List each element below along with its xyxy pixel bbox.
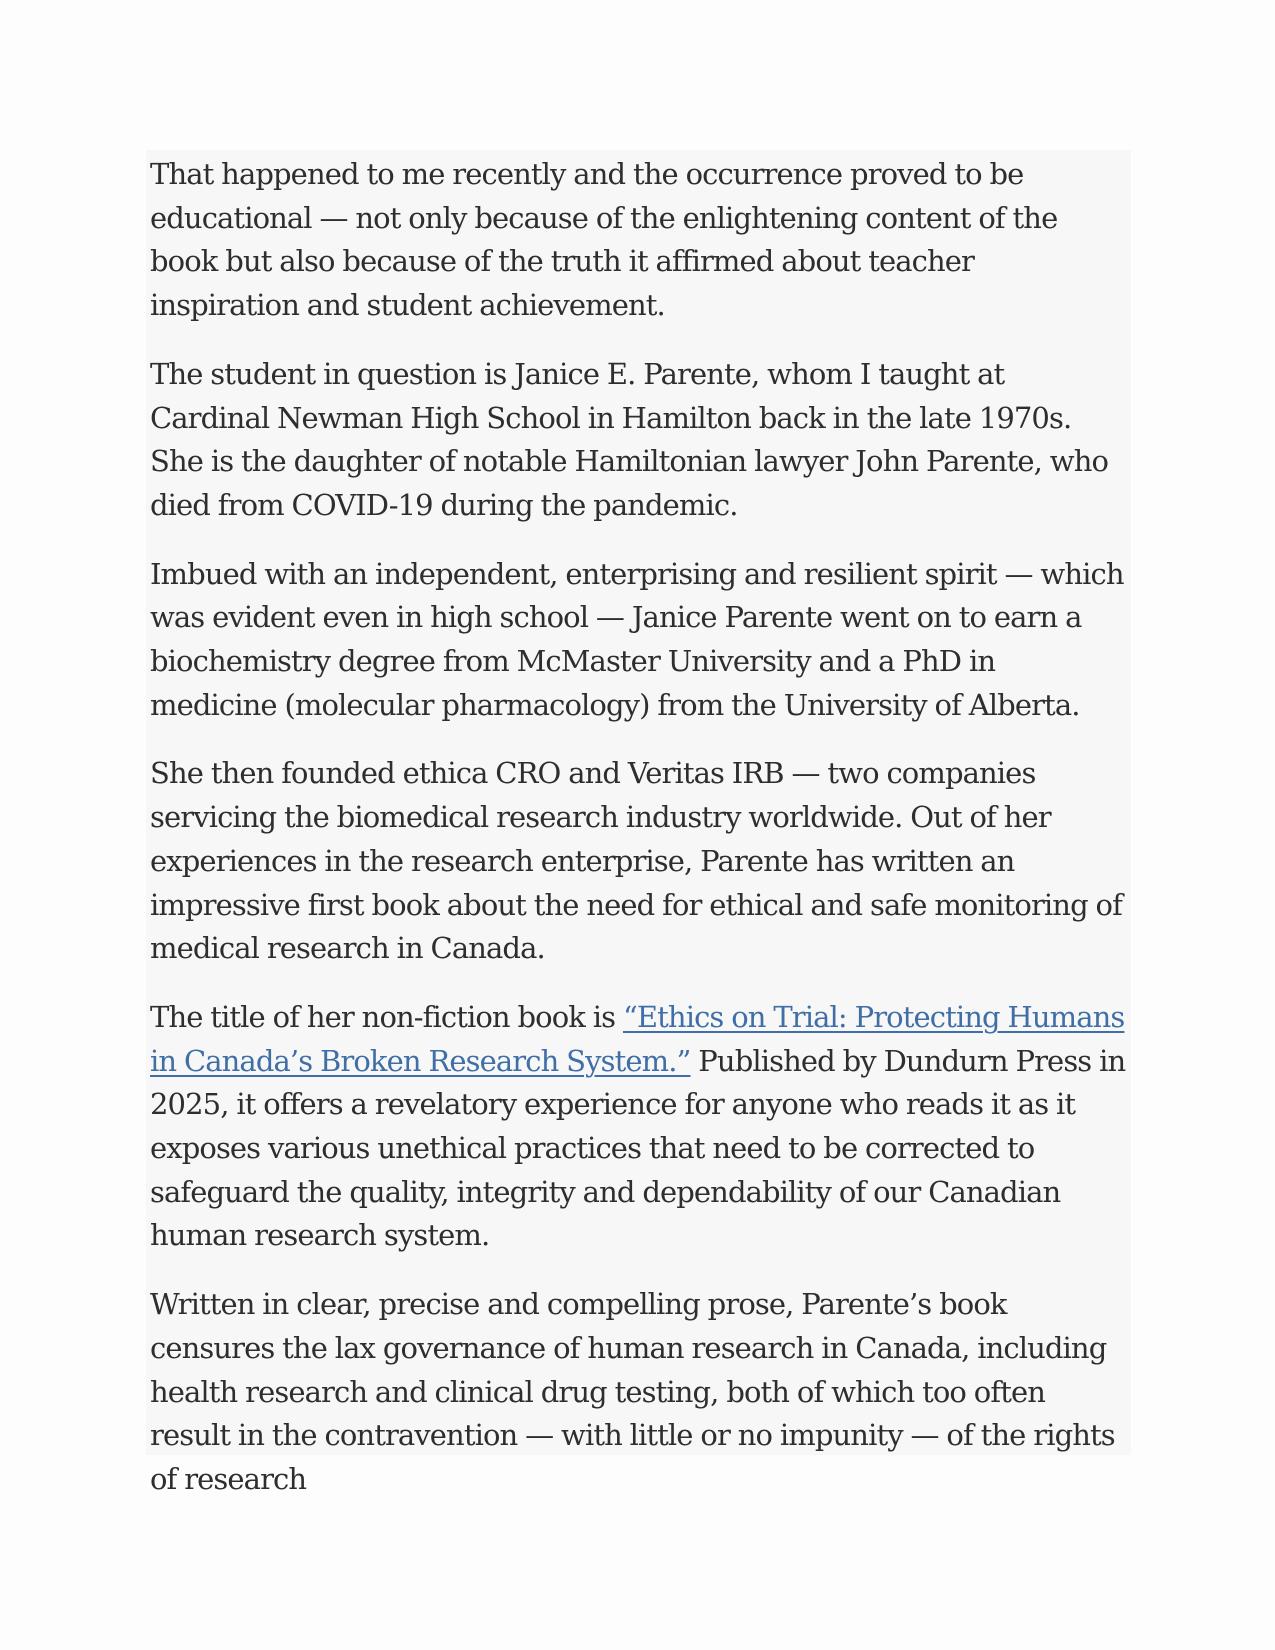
paragraph-teacher-inspiration: That happened to me recently and the occurrence proved to be educational — not only because of the enlightening content of the book but also because of the truth it affirmed about teacher inspiration and student achievement. <box>150 157 1058 323</box>
book-title-intro-text: The title of her non-fiction book is <box>150 999 623 1034</box>
article-body <box>146 150 1131 1496</box>
paragraph-book-review: Written in clear, precise and compelling prose, Parente’s book censures the lax governance of human research in Canada, including health research and clinical drug testing, both of which too often result in the contravention — with little or no impunity — of the rights of research <box>150 1287 1115 1496</box>
book-title-link[interactable]: “Ethics on Trial: Protecting Humans in Canada’s Broken Research System.” <box>150 999 1125 1078</box>
paragraph-education-background: Imbued with an independent, enterprising and resilient spirit — which was evident even in high school — Janice Parente went on to earn a biochemistry degree from McMaster University and a PhD in medicine (molecular pharmacology) from the University of Alberta. <box>150 556 1124 722</box>
paragraph-book-title <box>150 996 1127 1258</box>
paragraph-student-introduction: The student in question is Janice E. Parente, whom I taught at Cardinal Newman High School in Hamilton back in the late 1970s. She is the daughter of notable Hamiltonian lawyer John Parente, who died from COVID-19 during the pandemic. <box>150 356 1109 522</box>
book-title-description-text: Published by Dundurn Press in 2025, it offers a revelatory experience for anyone who reads it as it exposes various unethical practices that need to be corrected to safeguard the quality, integrity and dependability of our Canadian human research system. <box>150 1043 1126 1253</box>
paragraph-companies-founded: She then founded ethica CRO and Veritas IRB — two companies servicing the biomedical research industry worldwide. Out of her experiences in the research enterprise, Parente has written an impressive first book about the need for ethical and safe monitoring of medical research in Canada. <box>150 756 1122 966</box>
